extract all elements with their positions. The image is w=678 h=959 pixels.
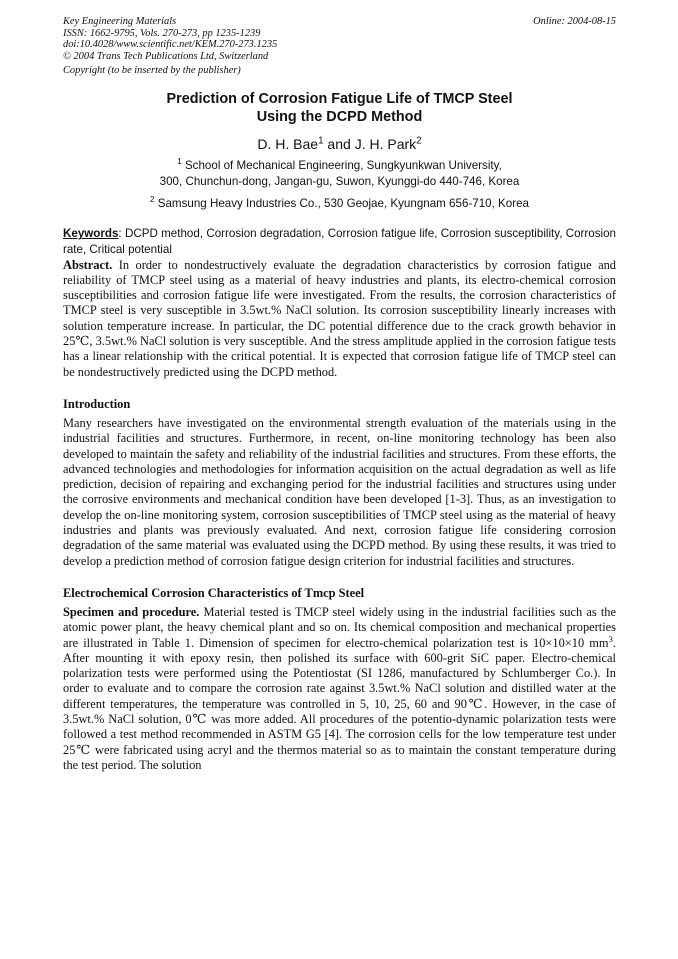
title-line-1: Prediction of Corrosion Fatigue Life of TMCP Steel	[166, 91, 513, 108]
abstract-text: In order to nondestructively evaluate the degradation characteristics by corrosion fatigue and reliability of TMCP steel using as a material of heavy industries and plants, its electro-chemical corrosion susceptibilities and corrosion fatigue life were investigated. From the results, the corrosion characteristics of TMCP steel is very susceptible in 3.5wt.% NaCl solution. Its corrosion susceptibility linearly increases with solution temperature increase. In particular, the DC potential difference due to the crack growth behavior in 25℃, 3.5wt.% NaCl solution is very susceptible. And the stress amplitude applied in the corrosion fatigue tests has a linear relationship with the critical potential. It is expected that corrosion fatigue life of TMCP steel can be nondestructively predicted using the DCPD method.	[63, 257, 616, 379]
author-separator: and	[323, 136, 355, 153]
author-list	[63, 136, 616, 152]
affiliation-marker: 2	[150, 195, 155, 205]
author-name: J. H. Park	[354, 136, 417, 153]
abstract-label: Abstract.	[63, 257, 113, 272]
affiliation-1	[63, 158, 616, 190]
affiliation-2	[63, 196, 616, 212]
affiliation-text: Samsung Heavy Industries Co., 530 Geojae, Kyungnam 656-710, Korea	[154, 197, 529, 211]
abstract-paragraph	[63, 258, 616, 380]
issn-line: ISSN: 1662-9795, Vols. 270-273, pp 1235-1239	[63, 27, 261, 39]
specimen-text-2: . After mounting it with epoxy resin, then polished its surface with 600-grit SiC paper. Electro-chemical polarization tests were performed using the Potentiostat (SI 1286, manufactured by Schlumberger Co.). In order to evaluate and to compare the corrosion rate against 3.5wt.% NaCl solution and distilled water at the different temperatures, the temperature was controlled in 5, 10, 25, 60 and 90℃. However, in the case of 3.5wt.% NaCl solution, 0℃ was more added. All procedures of the potentio-dynamic polarization tests were followed a test method recommended in ASTM G5 [4]. The corrosion cells for the low temperature test under 25℃ were fabricated using acryl and the thermos material so as to maintain the constant temperature during the test period. The solution	[63, 635, 616, 772]
specimen-paragraph	[63, 605, 616, 773]
keywords-text: : DCPD method, Corrosion degradation, Corrosion fatigue life, Corrosion susceptibility, Corrosion rate, Critical potential	[63, 227, 616, 256]
affiliation-text: School of Mechanical Engineering, Sungkyunkwan University,	[181, 159, 502, 173]
publisher-line: © 2004 Trans Tech Publications Ltd, Switzerland	[63, 50, 269, 62]
introduction-paragraph: Many researchers have investigated on the environmental strength evaluation of the materials using in the industrial facilities and structures. Furthermore, in recent, on-line monitoring technology has been also developed to maintain the safety and reliability of the industrial facilities and structures. From these efforts, the advanced technologies and methodologies for information acquisition on the actual degradation as well as life prediction, decision of repairing and exchanging period for the industrial facilities and structures using under the corrosive environments and mechanical condition have been developed [1-3]. Thus, as an investigation to develop the on-line monitoring system, corrosion susceptibilities of TMCP steel using as the material of heavy industries and plants was previously evaluated. And next, corrosion fatigue life considering corrosion degradation of the same material was evaluated using the DCPD method. By using these results, it was tried to develop a prediction method of corrosion fatigue design criterion for industrial facilities and structures.	[63, 415, 616, 568]
title-line-2: Using the DCPD Method	[256, 109, 423, 126]
doi-line[interactable]: doi:10.4028/www.scientific.net/KEM.270-273.1235	[63, 39, 278, 51]
keywords-block	[63, 226, 616, 257]
copyright-note: Copyright (to be inserted by the publisher)	[63, 65, 241, 77]
section-heading-electrochemical: Electrochemical Corrosion Characteristics of Tmcp Steel	[63, 585, 365, 600]
affiliation-marker: 1	[318, 135, 324, 147]
journal-name: Key Engineering Materials	[63, 16, 177, 27]
affiliation-marker: 1	[177, 157, 182, 167]
subsection-heading: Specimen and procedure.	[63, 604, 200, 619]
affiliation-marker: 2	[416, 135, 422, 147]
journal-header	[63, 16, 616, 62]
paper-title	[63, 90, 616, 126]
specimen-text-1: Material tested is TMCP steel widely using in the industrial facilities such as the atomic power plant, the heavy chemical plant and so on. Its chemical composition and mechanical properties are illustrated in Table 1. Dimension of specimen for electro-chemical polarization test is 10×10×10 mm	[63, 604, 616, 650]
online-date: Online: 2004-08-15	[533, 16, 616, 27]
author-name: D. H. Bae	[257, 136, 319, 153]
paper-page	[63, 16, 616, 773]
section-heading-introduction: Introduction	[63, 396, 131, 411]
unit-exponent: 3	[608, 633, 613, 644]
affiliation-address: 300, Chunchun-dong, Jangan-gu, Suwon, Kyunggi-do 440-746, Korea	[159, 175, 520, 189]
keywords-label: Keywords	[63, 227, 119, 241]
